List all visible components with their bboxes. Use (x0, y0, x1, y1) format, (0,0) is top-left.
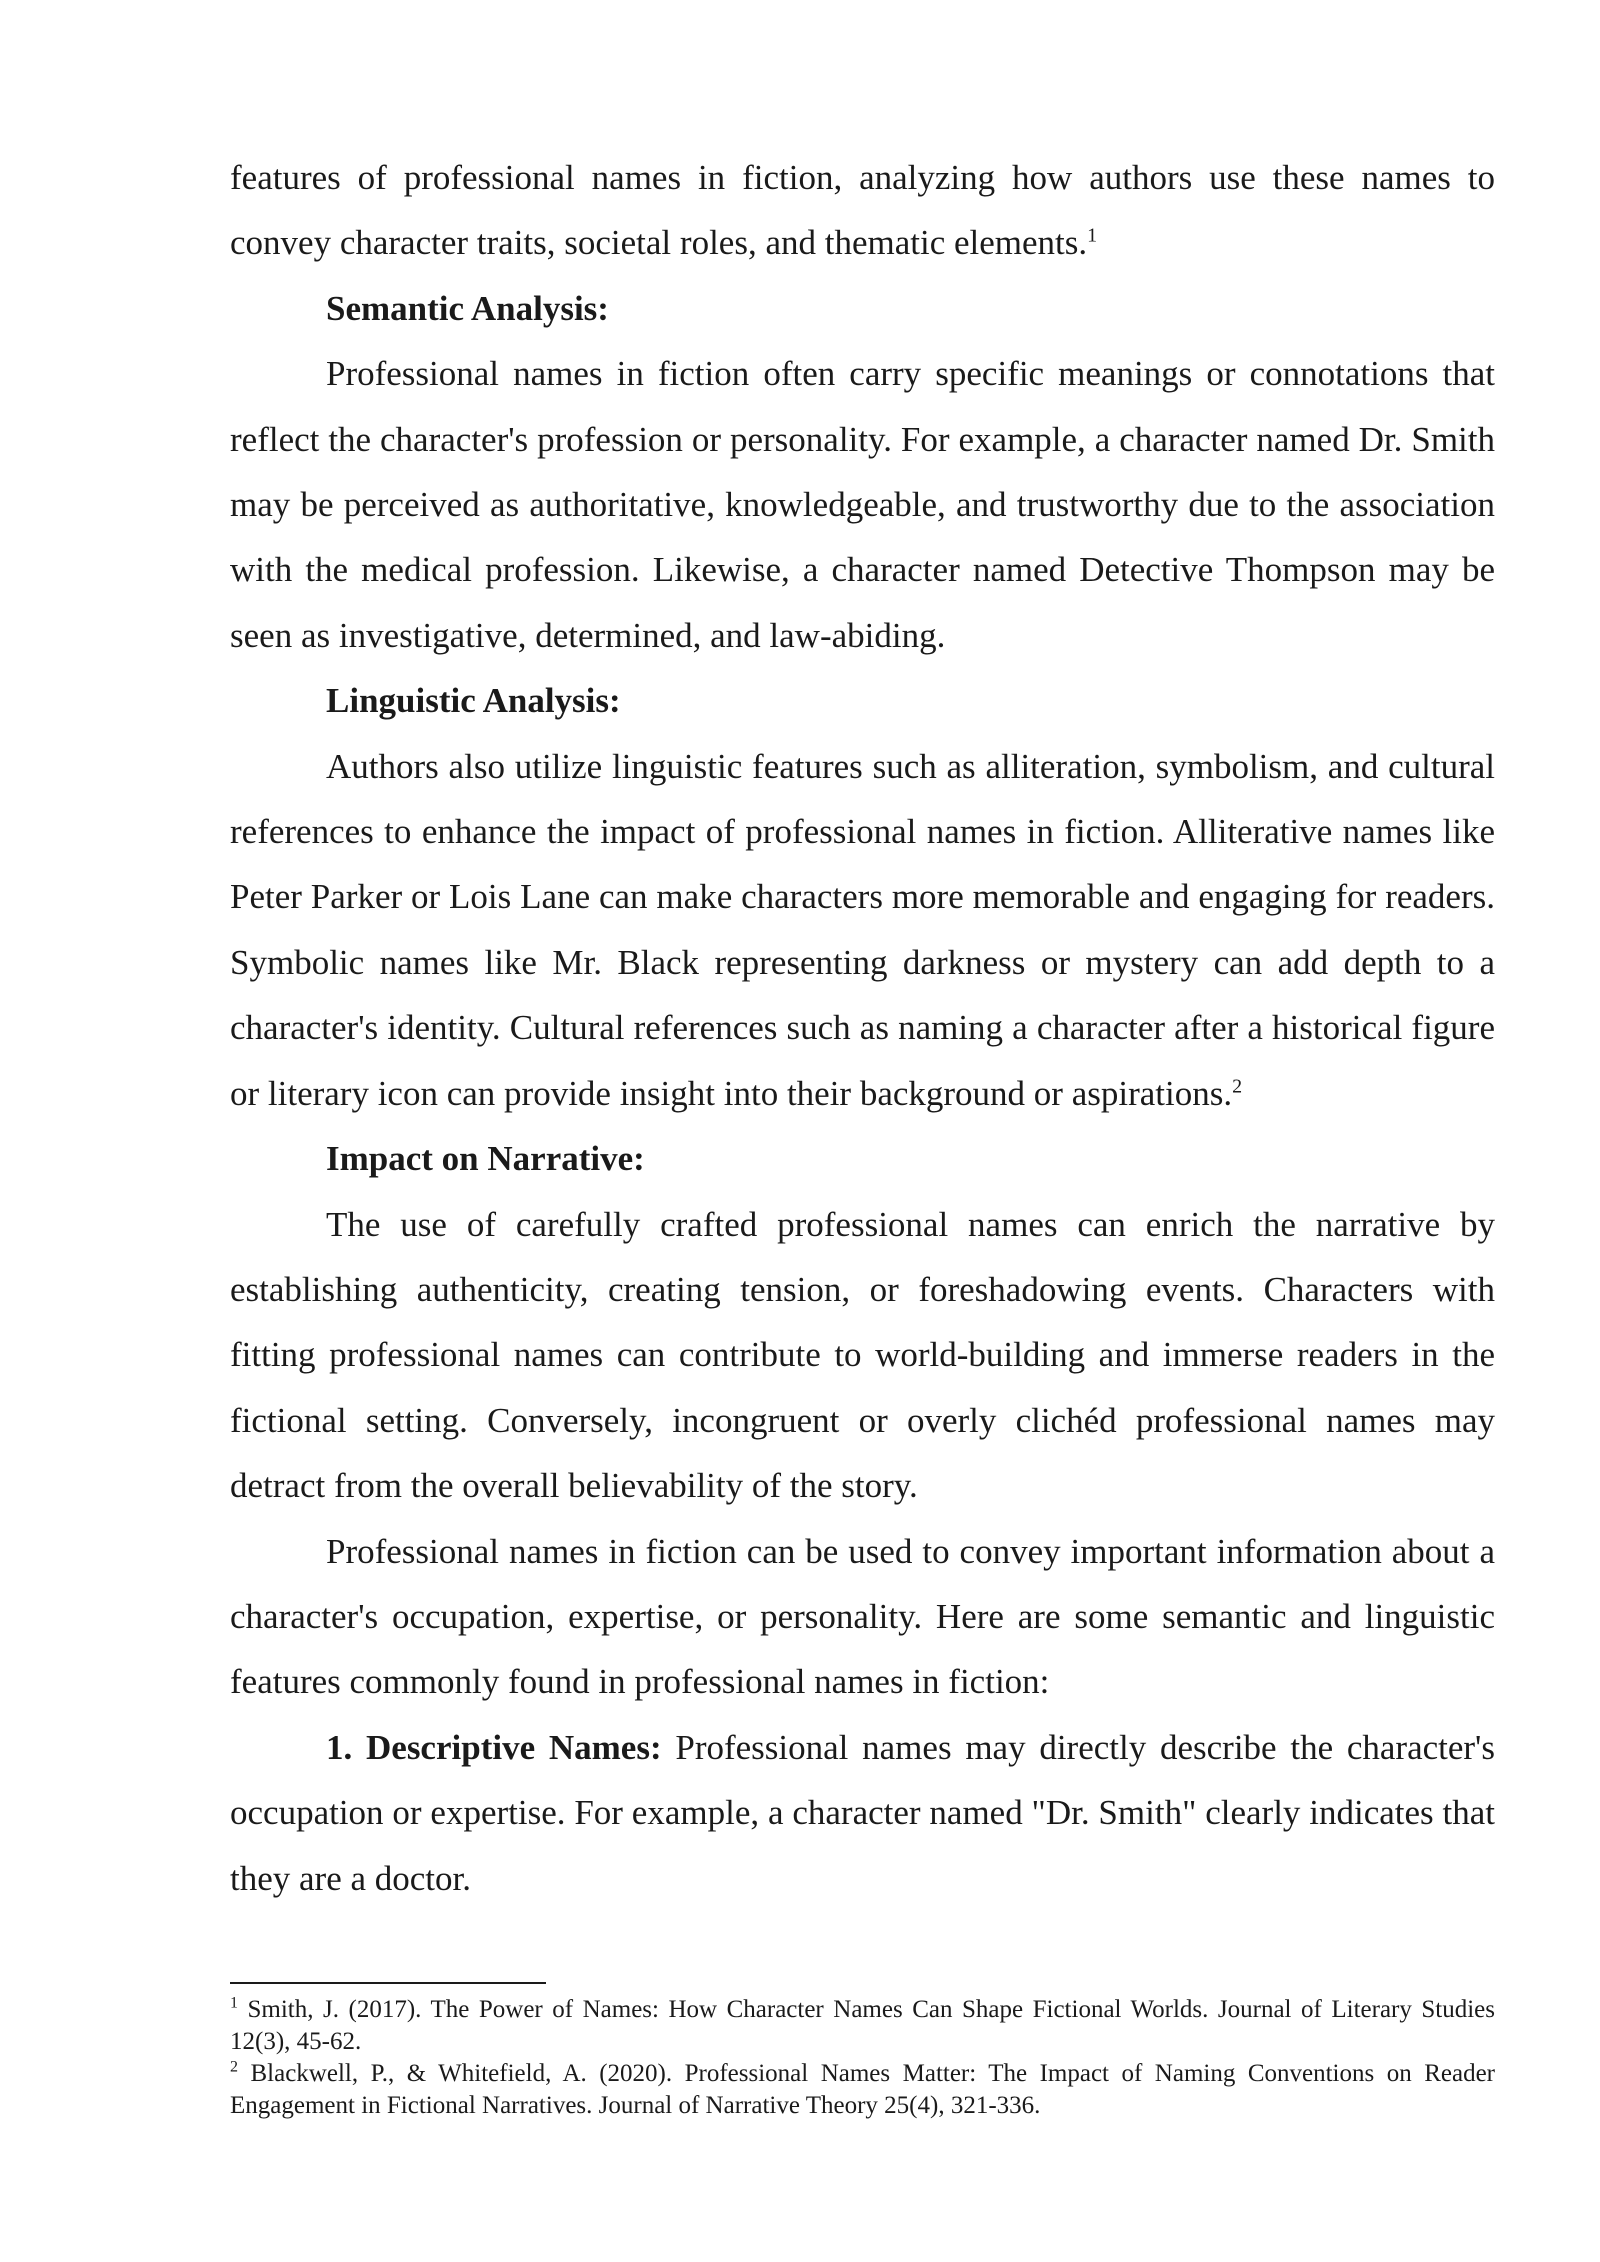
intro-paragraph (230, 145, 1495, 276)
intro-text: features of professional names in fiction, analyzing how authors use these names to convey character traits, societal roles, and thematic elements. (230, 158, 1495, 263)
impact-paragraph: The use of carefully crafted professional names can enrich the narrative by establishing authenticity, creating tension, or foreshadowing events. Characters with fitting professional names can contribute to world-building and immerse readers in the fictional setting. Conversely, incongruent or overly clichéd professional names may detract from the overall believability of the story. (230, 1204, 1495, 1506)
footnote-1 (230, 1994, 1495, 2058)
document-body (230, 145, 1495, 1911)
linguistic-text: Authors also utilize linguistic features such as alliteration, symbolism, and cultural references to enhance the impact of professional names in fiction. Alliterative names like Peter Parker or Lois Lane can make characters more memorable and engaging for readers. Symbolic names like Mr. Black representing darkness or mystery can add depth to a character's identity. Cultural references such as naming a character after a historical figure or literary icon can provide insight into their background or aspirations. (230, 746, 1495, 1113)
footnote-separator (230, 1982, 546, 1984)
features-intro-paragraph: Professional names in fiction can be used to convey important information about a character's occupation, expertise, or personality. Here are some semantic and linguistic features commonly found in professional names in fiction: (230, 1531, 1495, 1702)
list-item-descriptive-names (230, 1715, 1495, 1911)
heading-impact-on-narrative: Impact on Narrative: (326, 1139, 645, 1179)
footnote-mark: 2 (230, 2058, 238, 2076)
footnote-ref-1[interactable]: 1 (1087, 224, 1098, 247)
footnote-mark: 1 (230, 1994, 238, 2012)
list-item-label: 1. Descriptive Names: (326, 1727, 662, 1767)
heading-linguistic-analysis: Linguistic Analysis: (326, 681, 621, 721)
footnote-text: Smith, J. (2017). The Power of Names: How Character Names Can Shape Fictional Worlds. Journal of Literary Studies 12(3), 45-62. (230, 1996, 1495, 2055)
footnote-2 (230, 2058, 1495, 2122)
footnote-text: Blackwell, P., & Whitefield, A. (2020). Professional Names Matter: The Impact of Naming Conventions on Reader Engagement in Fictional Narratives. Journal of Narrative Theory 25(4), 321-336. (230, 2060, 1495, 2119)
list-item-text: Professional names may directly describe the character's occupation or expertise. For example, a character named "Dr. Smith" clearly indicates that they are a doctor. (230, 1727, 1495, 1898)
heading-semantic-analysis: Semantic Analysis: (326, 288, 609, 328)
footnotes-section (230, 1982, 1495, 2122)
linguistic-paragraph (230, 734, 1495, 1126)
footnote-ref-2[interactable]: 2 (1232, 1075, 1243, 1098)
semantic-paragraph: Professional names in fiction often carry specific meanings or connotations that reflect the character's profession or personality. For example, a character named Dr. Smith may be perceived as authoritative, knowledgeable, and trustworthy due to the association with the medical profession. Likewise, a character named Detective Thompson may be seen as investigative, determined, and law-abiding. (230, 354, 1495, 655)
